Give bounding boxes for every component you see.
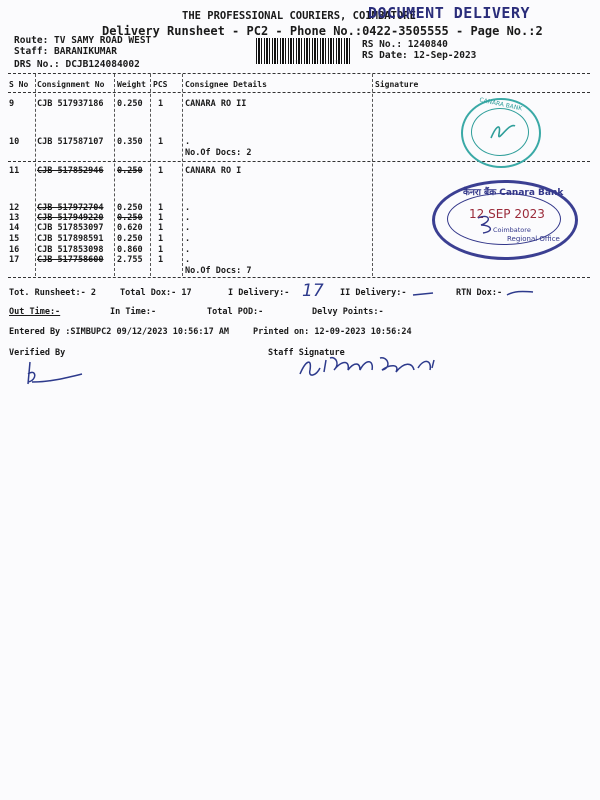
row-weight: 0.250 bbox=[117, 99, 143, 109]
col-divider bbox=[182, 74, 183, 276]
stamp-date: 12 SEP 2023 bbox=[469, 207, 545, 221]
row-sno: 17 bbox=[9, 255, 20, 265]
row-sno: 15 bbox=[9, 234, 20, 244]
row-weight: 0.860 bbox=[117, 245, 143, 255]
stamp-text: CANARA BANK bbox=[478, 96, 523, 113]
stamp-office: Regional Office bbox=[507, 235, 560, 243]
row-weight: 0.620 bbox=[117, 223, 143, 233]
header-bottom-rule bbox=[8, 92, 590, 93]
row-pcs: 1 bbox=[158, 166, 164, 176]
drs-number: DRS No.: DCJB124084002 bbox=[14, 59, 140, 70]
verified-by-label: Verified By bbox=[9, 348, 66, 358]
row-consignment: CJB 517853098 bbox=[37, 245, 104, 255]
col-pcs: PCS bbox=[153, 80, 168, 89]
delvy-points-label: Delvy Points:- bbox=[312, 307, 384, 317]
bank-stamp-teal bbox=[461, 98, 541, 168]
docs-count: No.Of Docs: 2 bbox=[185, 148, 252, 158]
row-sno: 11 bbox=[9, 166, 20, 176]
col-divider bbox=[372, 74, 373, 276]
row-sno: 16 bbox=[9, 245, 20, 255]
verifier-signature-icon bbox=[22, 360, 84, 388]
i-delivery-handwritten: 17 bbox=[302, 281, 324, 301]
company-name: THE PROFESSIONAL COURIERS, COIMBATORE bbox=[182, 10, 416, 22]
row-consignment: CJB 517949220 bbox=[37, 213, 104, 223]
row-details: CANARA RO II bbox=[185, 99, 247, 109]
initials-scribble-icon bbox=[475, 213, 499, 235]
total-runsheet: Tot. Runsheet:- 2 bbox=[9, 288, 96, 298]
dash-mark-icon bbox=[412, 290, 434, 298]
row-details: . bbox=[185, 245, 191, 255]
docs-count: No.Of Docs: 7 bbox=[185, 266, 252, 276]
bank-stamp-blue bbox=[432, 180, 578, 260]
row-consignment: CJB 517898591 bbox=[37, 234, 104, 244]
stamp-bank-name: केनरा बैंक Canara Bank bbox=[463, 188, 564, 198]
staff-signature-icon bbox=[296, 350, 444, 384]
dash-mark-icon bbox=[506, 289, 534, 297]
row-consignment: CJB 517853097 bbox=[37, 223, 104, 233]
row-pcs: 1 bbox=[158, 255, 164, 265]
row-pcs: 1 bbox=[158, 245, 164, 255]
row-details: . bbox=[185, 223, 191, 233]
row-pcs: 1 bbox=[158, 203, 164, 213]
col-divider bbox=[150, 74, 151, 276]
col-sno: S No bbox=[9, 80, 29, 89]
runsheet-title: Delivery Runsheet - PC2 - Phone No.:0422-3505555 - Page No.:2 bbox=[102, 24, 543, 38]
row-details: . bbox=[185, 203, 191, 213]
stamp-place: Coimbatore bbox=[493, 226, 531, 234]
row-pcs: 1 bbox=[158, 137, 164, 147]
table-top-rule bbox=[8, 73, 590, 74]
row-weight: 0.250 bbox=[117, 234, 143, 244]
row-sno: 14 bbox=[9, 223, 20, 233]
rs-number: RS No.: 1240840 bbox=[362, 39, 448, 50]
row-consignment: CJB 517972704 bbox=[37, 203, 104, 213]
document-type-heading: DOCUMENT DELIVERY bbox=[368, 4, 531, 22]
barcode bbox=[256, 38, 352, 64]
col-consignee: Consignee Details bbox=[185, 80, 267, 89]
row-weight: 0.250 bbox=[117, 166, 143, 176]
col-divider bbox=[35, 74, 36, 276]
row-details: . bbox=[185, 255, 191, 265]
ii-delivery-label: II Delivery:- bbox=[340, 288, 407, 298]
row-pcs: 1 bbox=[158, 99, 164, 109]
row-details: . bbox=[185, 213, 191, 223]
route-label: Route: TV SAMY ROAD WEST bbox=[14, 35, 152, 46]
row-details: . bbox=[185, 137, 191, 147]
rtn-dox-label: RTN Dox:- bbox=[456, 288, 503, 298]
rs-date: RS Date: 12-Sep-2023 bbox=[362, 50, 477, 61]
col-consignment: Consignment No bbox=[37, 80, 105, 89]
row-sno: 12 bbox=[9, 203, 20, 213]
staff-signature-label: Staff Signature bbox=[268, 348, 345, 358]
row-sno: 13 bbox=[9, 213, 20, 223]
col-divider bbox=[114, 74, 115, 276]
row-sno: 9 bbox=[9, 99, 15, 109]
row-details: CANARA RO I bbox=[185, 166, 242, 176]
col-weight: Weight bbox=[117, 80, 146, 89]
row-weight: 0.250 bbox=[117, 203, 143, 213]
col-signature: Signature bbox=[375, 80, 419, 89]
total-pod-label: Total POD:- bbox=[207, 307, 264, 317]
total-dox: Total Dox:- 17 bbox=[120, 288, 192, 298]
out-time-label: Out Time:- bbox=[9, 307, 61, 317]
in-time-label: In Time:- bbox=[110, 307, 157, 317]
row-weight: 0.350 bbox=[117, 137, 143, 147]
row-pcs: 1 bbox=[158, 213, 164, 223]
staff-label: Staff: BARANIKUMAR bbox=[14, 46, 117, 57]
row-consignment: CJB 517852946 bbox=[37, 166, 104, 176]
row-pcs: 1 bbox=[158, 223, 164, 233]
row-pcs: 1 bbox=[158, 234, 164, 244]
printed-on: Printed on: 12-09-2023 10:56:24 bbox=[253, 327, 412, 337]
i-delivery-label: I Delivery:- bbox=[228, 288, 290, 298]
table-bottom-rule bbox=[8, 277, 590, 278]
row-weight: 2.755 bbox=[117, 255, 143, 265]
signature-scribble-icon bbox=[489, 120, 517, 142]
row-weight: 0.250 bbox=[117, 213, 143, 223]
row-consignment: CJB 517937186 bbox=[37, 99, 104, 109]
row-consignment: CJB 517587107 bbox=[37, 137, 104, 147]
entered-by: Entered By :SIMBUPC2 09/12/2023 10:56:17 AM bbox=[9, 327, 230, 337]
row-sno: 10 bbox=[9, 137, 20, 147]
row-details: . bbox=[185, 234, 191, 244]
row-consignment: CJB 517758600 bbox=[37, 255, 104, 265]
